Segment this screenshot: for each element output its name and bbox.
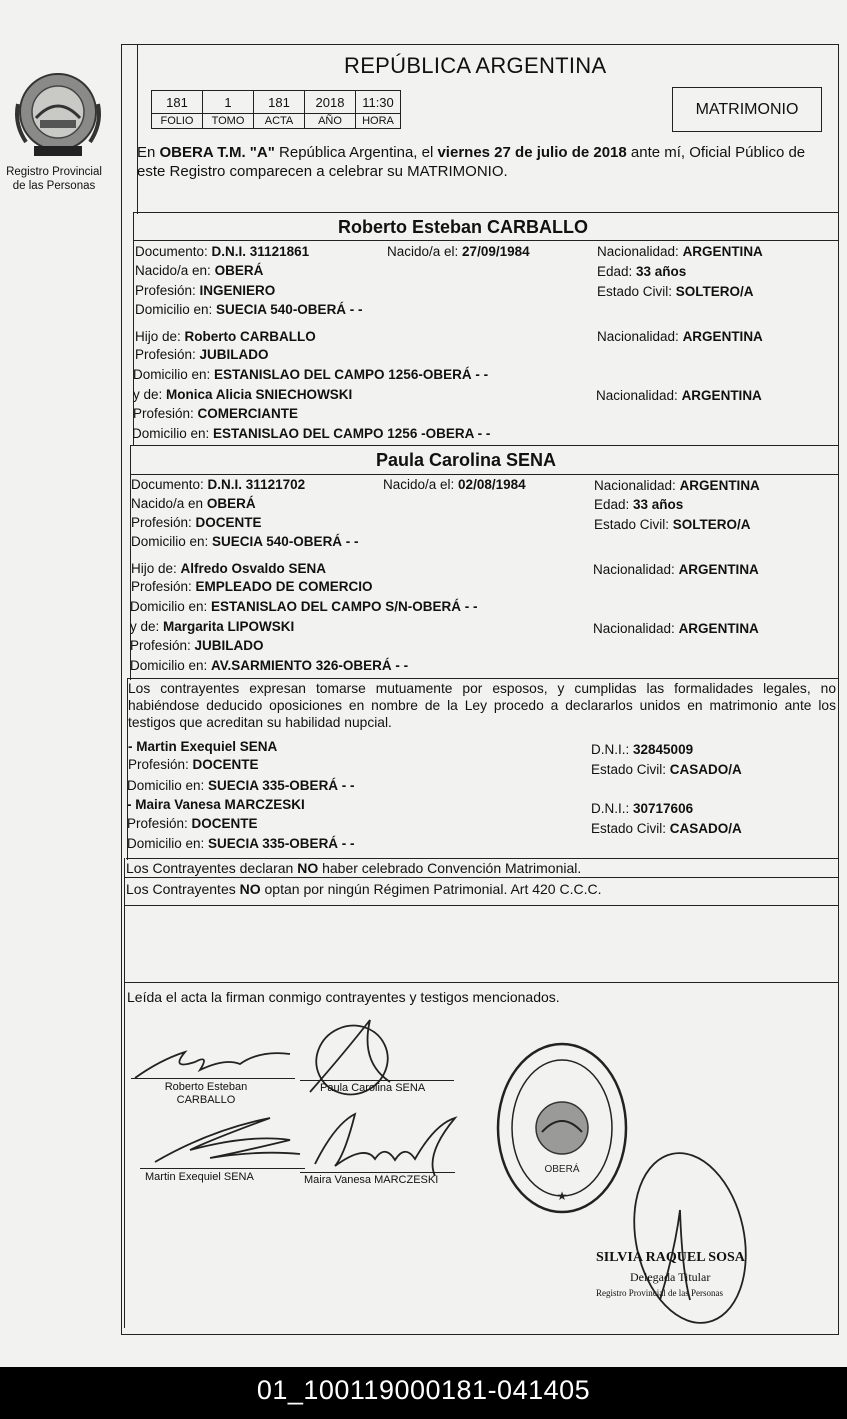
divider xyxy=(130,445,839,446)
c1-padre-profesion: Profesión: JUBILADO xyxy=(135,347,269,362)
c1-nacido-el: Nacido/a el: 27/09/1984 xyxy=(387,244,530,259)
document-type-box: MATRIMONIO xyxy=(672,87,822,132)
signature-martin xyxy=(150,1110,310,1170)
signature-label-paula: Paula Carolina SENA xyxy=(320,1082,426,1094)
testigo1-dni: D.N.I.: 32845009 xyxy=(591,742,694,757)
c1-profesion: Profesión: INGENIERO xyxy=(135,283,276,298)
frame-side xyxy=(124,858,125,1328)
official-title: Delegada Titular xyxy=(630,1270,711,1284)
c1-documento: Documento: D.N.I. 31121861 xyxy=(135,244,310,259)
c2-padre-nacionalidad: Nacionalidad: ARGENTINA xyxy=(593,562,759,577)
acta-label: ACTA xyxy=(254,114,305,129)
c2-padre-domicilio: Domicilio en: ESTANISLAO DEL CAMPO S/N-OBERÁ - - xyxy=(130,599,478,614)
hora-value: 11:30 xyxy=(356,91,401,114)
testigo1-profesion: Profesión: DOCENTE xyxy=(128,757,259,772)
c2-nacido-el: Nacido/a el: 02/08/1984 xyxy=(383,477,526,492)
logo-caption-line1: Registro Provincial xyxy=(6,166,102,178)
svg-text:★: ★ xyxy=(556,1189,568,1203)
frame-top-inner xyxy=(137,44,138,214)
testigo2-domicilio: Domicilio en: SUECIA 335-OBERÁ - - xyxy=(127,836,355,851)
folio-value: 181 xyxy=(152,91,203,114)
divider xyxy=(128,678,839,679)
page-title: REPÚBLICA ARGENTINA xyxy=(344,53,607,78)
folio-label: FOLIO xyxy=(152,114,203,129)
signature-line xyxy=(300,1080,454,1081)
testigo1-name: - Martin Exequiel SENA xyxy=(128,739,278,754)
c2-domicilio: Domicilio en: SUECIA 540-OBERÁ - - xyxy=(131,534,359,549)
official-name: SILVIA RAQUEL SOSA xyxy=(596,1250,745,1265)
c2-madre-domicilio: Domicilio en: AV.SARMIENTO 326-OBERÁ - - xyxy=(130,658,409,673)
divider xyxy=(125,877,839,878)
c2-padre-profesion: Profesión: EMPLEADO DE COMERCIO xyxy=(131,579,373,594)
c1-edad: Edad: 33 años xyxy=(597,264,687,279)
official-stamp xyxy=(494,1040,630,1216)
c1-madre: y de: Monica Alicia SNIECHOWSKI xyxy=(133,387,353,402)
testigo1-domicilio: Domicilio en: SUECIA 335-OBERÁ - - xyxy=(127,778,355,793)
testigo1-estado-civil: Estado Civil: CASADO/A xyxy=(591,762,742,777)
divider xyxy=(130,474,839,475)
signature-official xyxy=(620,1150,750,1330)
logo-caption-line2: de las Personas xyxy=(12,180,96,192)
c1-nacionalidad: Nacionalidad: ARGENTINA xyxy=(597,244,763,259)
c2-documento: Documento: D.N.I. 31121702 xyxy=(131,477,306,492)
c1-padre-domicilio: Domicilio en: ESTANISLAO DEL CAMPO 1256-OBERÁ - - xyxy=(133,367,489,382)
contrayente1-name: Roberto Esteban CARBALLO xyxy=(338,217,589,237)
note-regimen: Los Contrayentes NO optan por ningún Régimen Patrimonial. Art 420 C.C.C. xyxy=(126,881,602,897)
c2-profesion: Profesión: DOCENTE xyxy=(131,515,262,530)
c1-padre: Hijo de: Roberto CARBALLO xyxy=(135,329,316,344)
divider xyxy=(133,240,839,241)
ano-value: 2018 xyxy=(305,91,356,114)
c1-madre-profesion: Profesión: COMERCIANTE xyxy=(133,406,299,421)
testigo2-name: - Maira Vanesa MARCZESKI xyxy=(127,797,305,812)
signature-line xyxy=(300,1172,455,1173)
intro-text: En OBERA T.M. "A" República Argentina, el viernes 27 de julio de 2018 ante mí, Oficial Público de este Registro comparecen a celebrar su MATRIMONIO. xyxy=(137,144,806,180)
tomo-value: 1 xyxy=(203,91,254,114)
divider xyxy=(124,982,839,983)
c1-estado-civil: Estado Civil: SOLTERO/A xyxy=(597,284,754,299)
official-org: Registro Provincial de las Personas xyxy=(596,1288,723,1298)
c2-madre-nacionalidad: Nacionalidad: ARGENTINA xyxy=(593,621,759,636)
signature-label-maira: Maira Vanesa MARCZESKI xyxy=(304,1174,439,1186)
note-convencion: Los Contrayentes declaran NO haber celebrado Convención Matrimonial. xyxy=(126,860,582,876)
contrayente2-name: Paula Carolina SENA xyxy=(376,450,557,470)
c1-madre-nacionalidad: Nacionalidad: ARGENTINA xyxy=(596,388,762,403)
c2-edad: Edad: 33 años xyxy=(594,497,684,512)
c2-madre: y de: Margarita LIPOWSKI xyxy=(130,619,295,634)
hora-label: HORA xyxy=(356,114,401,129)
declaration-text: Los contrayentes expresan tomarse mutuamente por esposos, y cumplidas las formalidades legales, no habiéndose deducido oposiciones en nombre de la Ley procedo a declararlos unidos en matrimonio ante los testigos que acreditan su habilidad nupcial. xyxy=(128,681,836,730)
signature-line xyxy=(131,1078,295,1079)
ano-label: AÑO xyxy=(305,114,356,129)
stamp-city: OBERÁ xyxy=(544,1164,580,1175)
divider xyxy=(125,905,839,906)
acta-value: 181 xyxy=(254,91,305,114)
document-code-bar: 01_100119000181-041405 xyxy=(0,1367,847,1419)
divider xyxy=(126,858,839,859)
c1-padre-nacionalidad: Nacionalidad: ARGENTINA xyxy=(597,329,763,344)
testigo2-profesion: Profesión: DOCENTE xyxy=(127,816,258,831)
closing-text: Leída el acta la firman conmigo contrayentes y testigos mencionados. xyxy=(127,989,560,1005)
signature-label-roberto-2: CARBALLO xyxy=(176,1094,236,1106)
c2-nacionalidad: Nacionalidad: ARGENTINA xyxy=(594,478,760,493)
c2-nacido-en: Nacido/a en OBERÁ xyxy=(131,496,256,511)
signature-line xyxy=(140,1168,305,1169)
province-logo xyxy=(10,64,106,160)
signature-label-martin: Martin Exequiel SENA xyxy=(145,1171,254,1183)
c2-madre-profesion: Profesión: JUBILADO xyxy=(130,638,264,653)
registry-table xyxy=(151,90,401,129)
testigo2-dni: D.N.I.: 30717606 xyxy=(591,801,694,816)
signature-label-roberto-1: Roberto Esteban xyxy=(164,1081,248,1093)
c1-domicilio: Domicilio en: SUECIA 540-OBERÁ - - xyxy=(135,302,363,317)
c2-estado-civil: Estado Civil: SOLTERO/A xyxy=(594,517,751,532)
testigo2-estado-civil: Estado Civil: CASADO/A xyxy=(591,821,742,836)
c1-madre-domicilio: Domicilio en: ESTANISLAO DEL CAMPO 1256 -OBERA - - xyxy=(132,426,491,441)
c1-nacido-en: Nacido/a en: OBERÁ xyxy=(135,263,264,278)
divider xyxy=(133,212,839,213)
c2-padre: Hijo de: Alfredo Osvaldo SENA xyxy=(131,561,327,576)
tomo-label: TOMO xyxy=(203,114,254,129)
